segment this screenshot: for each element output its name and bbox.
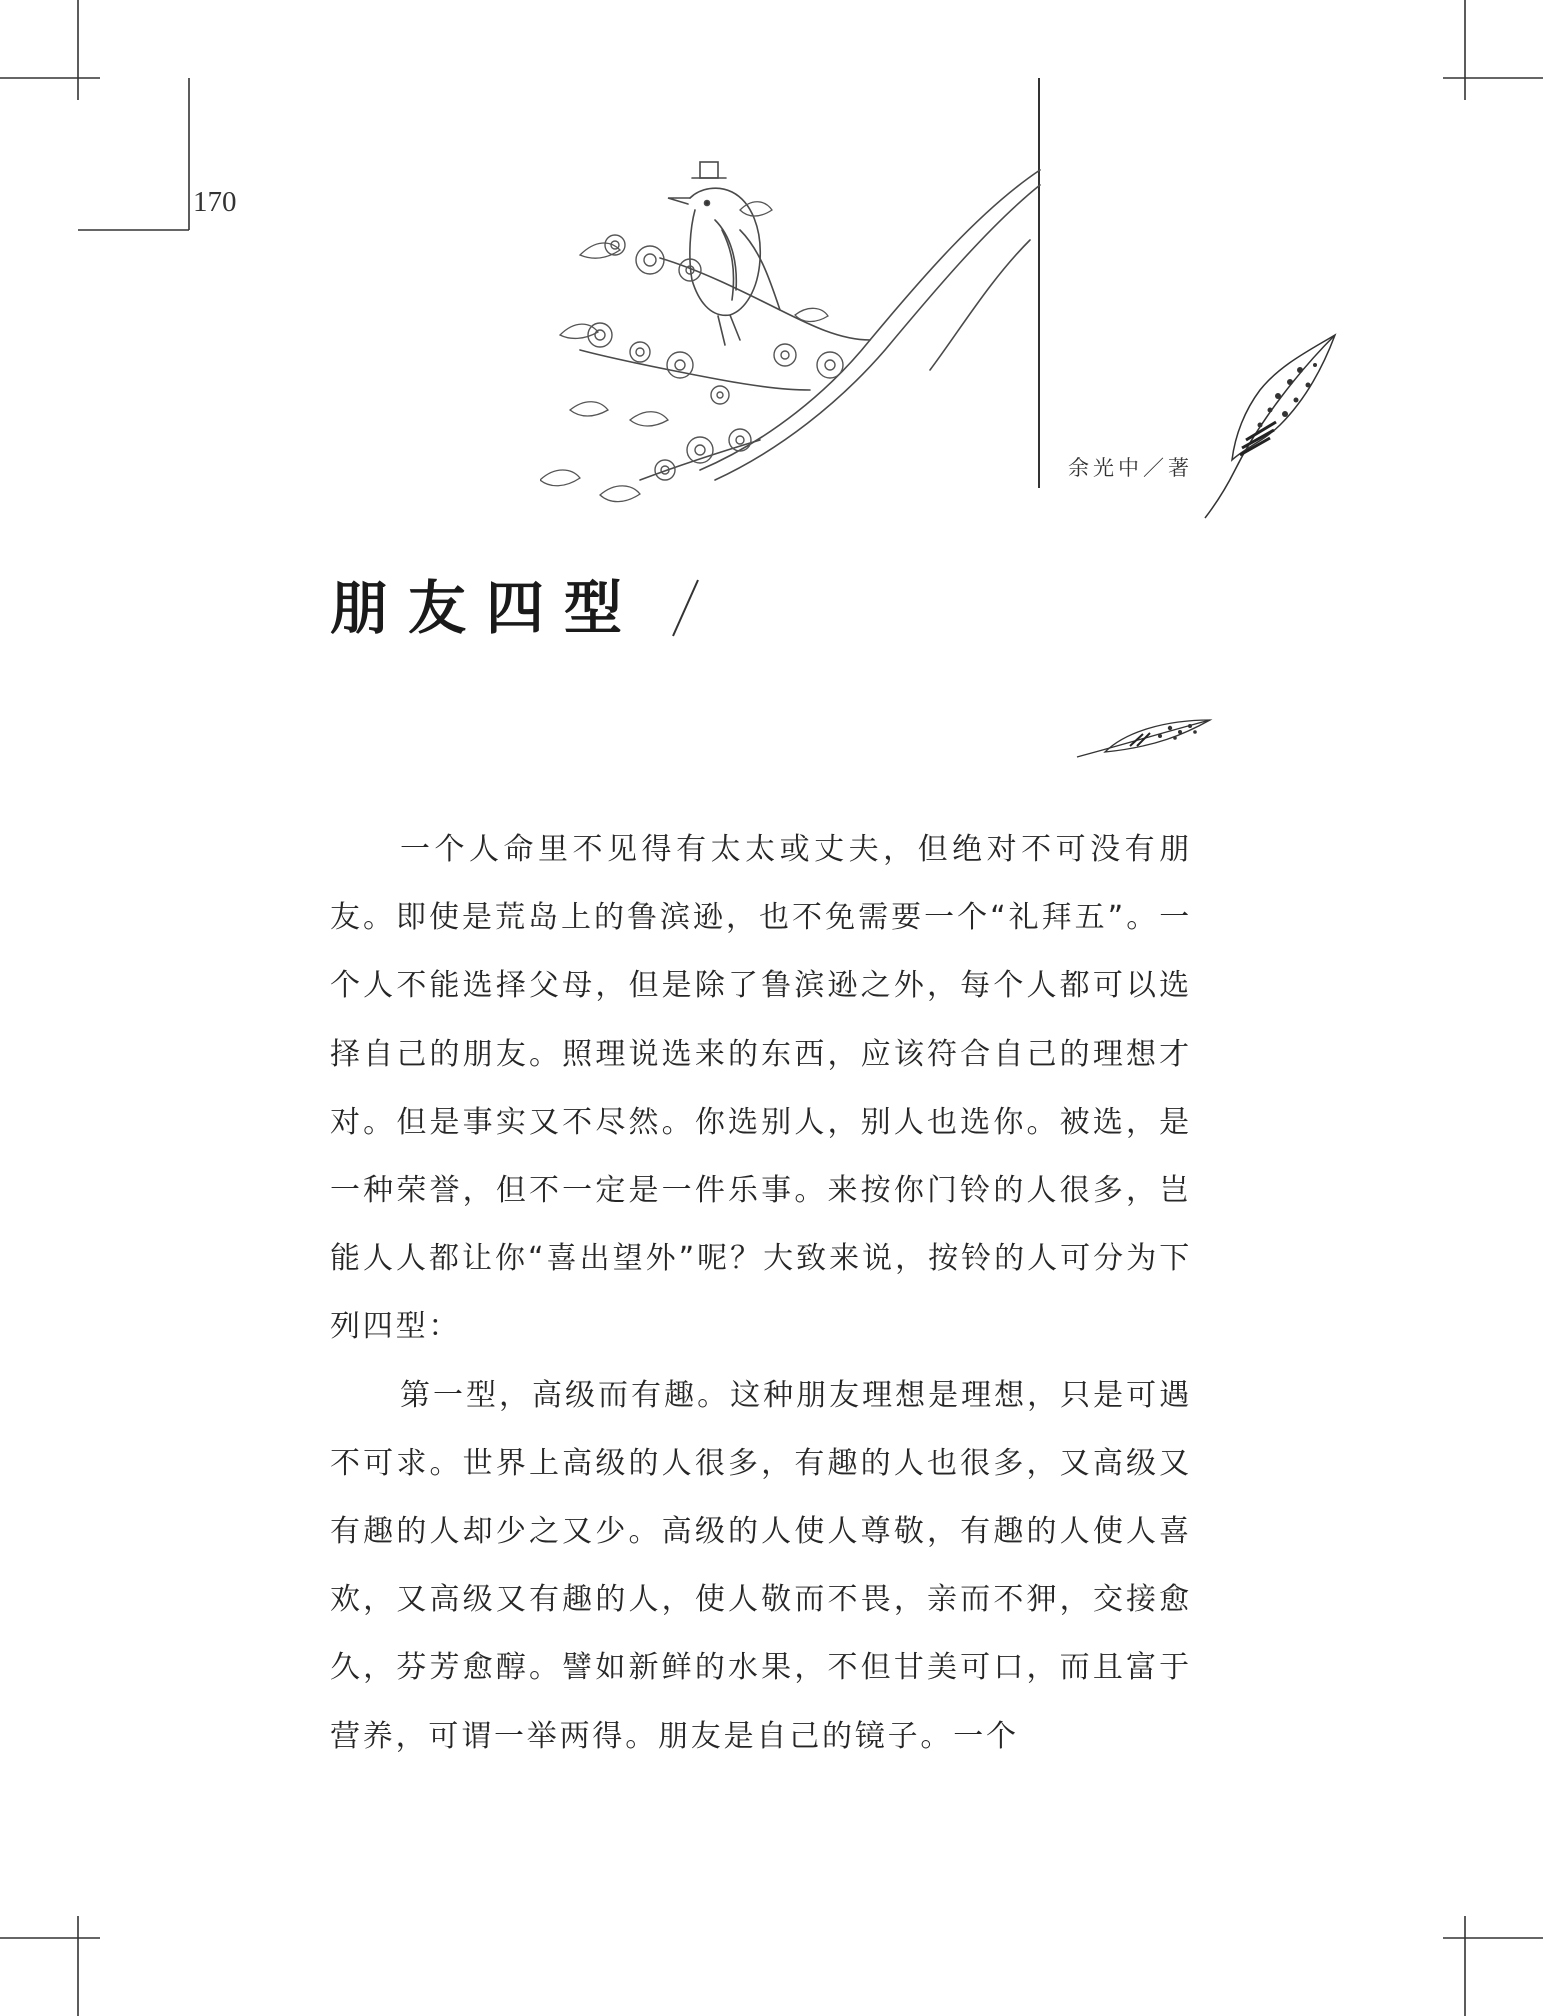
author-byline: 余光中／著 [1068,456,1193,480]
page-number: 170 [193,186,237,218]
title-block [330,568,642,648]
paragraph: 第一型，高级而有趣。这种朋友理想是理想，只是可遇不可求。世界上高级的人很多，有趣的人也很多，又高级又有趣的人却少之又少。高级的人使人尊敬，有趣的人使人喜欢，又高级又有趣的人，使人敬而不畏，亲而不狎，交接愈久，芬芳愈醇。譬如新鲜的水果，不但甘美可口，而且富于营养，可谓一举两得。朋友是自己的镜子。一个 [330,1377,1192,1754]
slash-ornament [670,578,700,638]
paragraph: 一个人命里不见得有太太或丈夫，但绝对不可没有朋友。即使是荒岛上的鲁滨逊，也不免需要一个“礼拜五”。一个人不能选择父母，但是除了鲁滨逊之外，每个人都可以选择自己的朋友。照理说选来的东西，应该符合自己的理想才对。但是事实又不尽然。你选别人，别人也选你。被选，是一种荣誉，但不一定是一件乐事。来按你门铃的人很多，岂能人人都让你“喜出望外”呢？大致来说，按铃的人可分为下列四型： [330,832,1192,1345]
feather-icon [1200,330,1340,520]
article-body [330,816,1192,1771]
page-title: 朋友四型 [330,574,643,642]
bird-on-branch-illustration [540,140,1050,520]
small-feather-icon [1075,712,1215,762]
